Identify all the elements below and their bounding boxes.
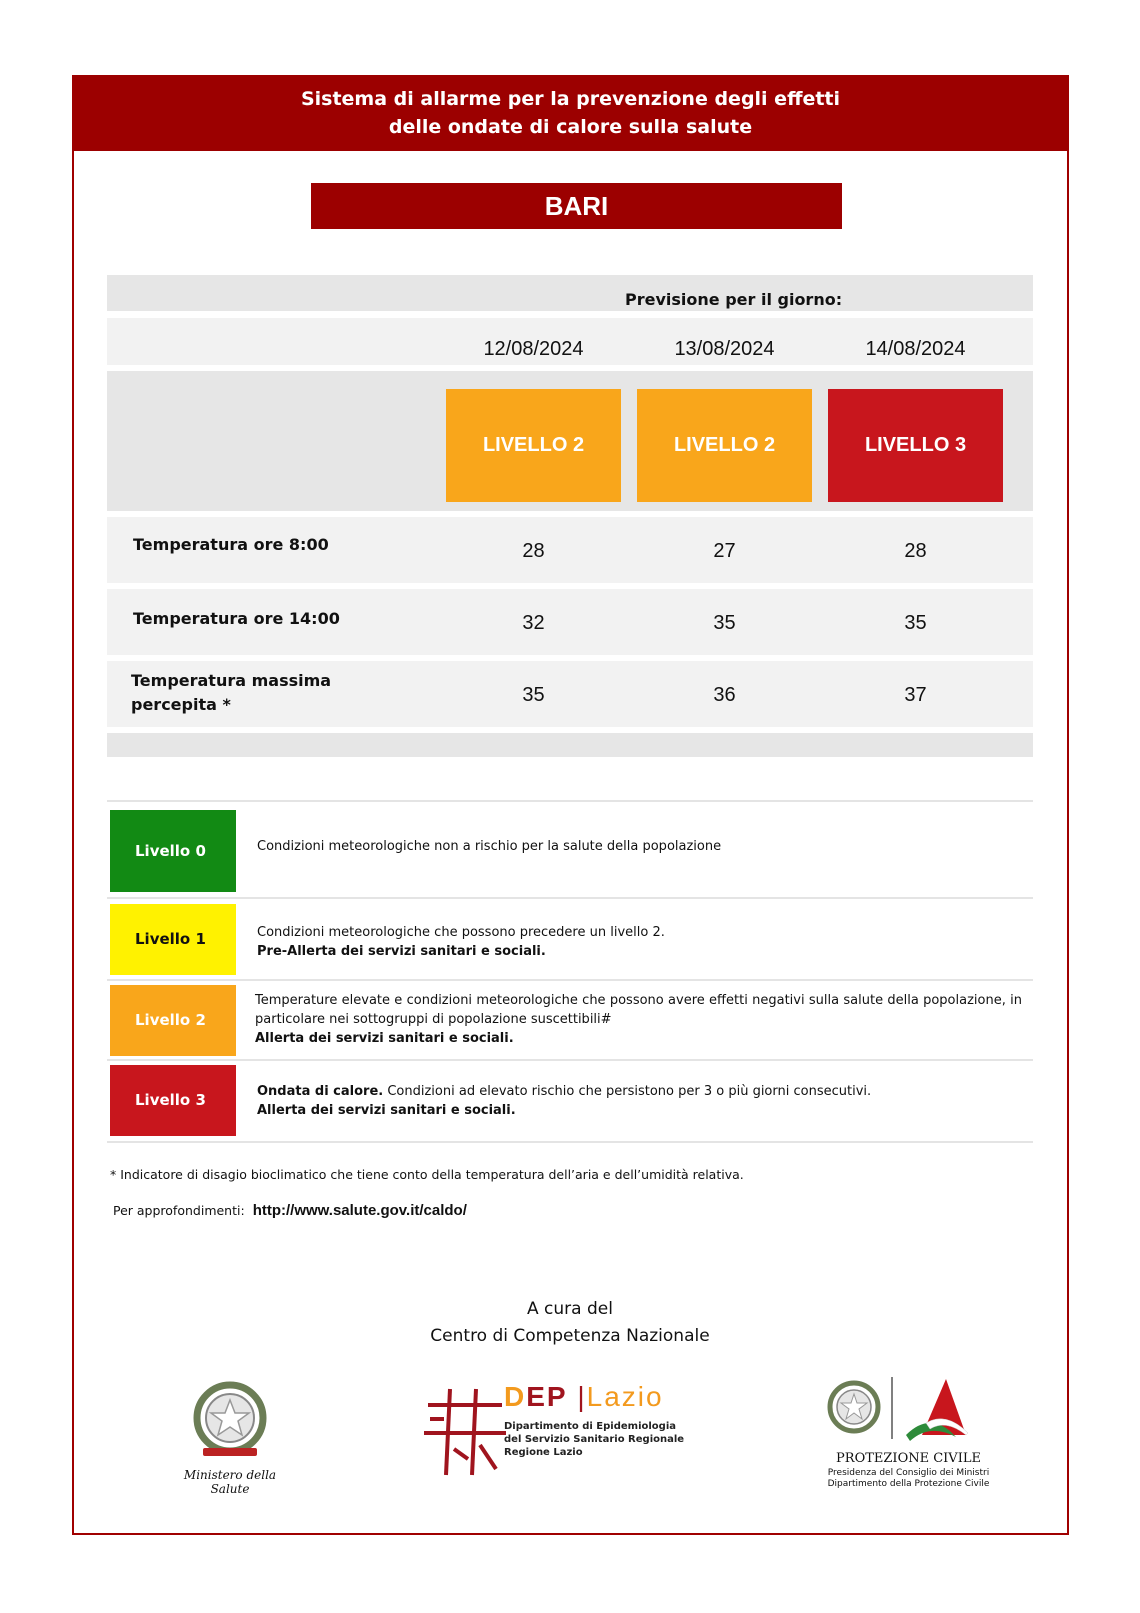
legend-badge: Livello 2	[110, 985, 236, 1056]
forecast-level-badge: LIVELLO 2	[446, 389, 621, 502]
curated-by	[0, 1296, 1140, 1350]
dep-line: Dipartimento di Epidemiologia	[504, 1421, 677, 1432]
legend-badge: Livello 0	[110, 810, 236, 892]
ministero-label: Ministero della Salute	[183, 1468, 277, 1496]
temperature-value: 35	[522, 684, 545, 706]
legend-badge: Livello 1	[110, 904, 236, 975]
curated-line2: Centro di Competenza Nazionale	[430, 1326, 710, 1346]
legend-divider	[107, 800, 1033, 802]
pc-line: Presidenza del Consiglio dei Ministri	[827, 1468, 990, 1478]
dep-brand: DEP |Lazio	[504, 1381, 664, 1412]
row-label: Temperatura ore 8:00	[133, 535, 329, 554]
page-header	[72, 75, 1069, 151]
forecast-date: 13/08/2024	[674, 338, 775, 360]
legend-description	[255, 991, 1022, 1048]
forecast-date: 12/08/2024	[483, 338, 584, 360]
legend-bold-text: Pre-Allerta dei servizi sanitari e sociali.	[257, 944, 546, 959]
temperature-value: 35	[904, 612, 927, 634]
temperature-value: 35	[713, 612, 736, 634]
protezione-civile-title: PROTEZIONE CIVILE	[836, 1451, 981, 1466]
protezione-civile-subtitle	[826, 1468, 991, 1490]
legend-divider	[107, 1141, 1033, 1143]
forecast-level-badge: LIVELLO 2	[637, 389, 812, 502]
legend-text: Condizioni ad elevato rischio che persistono per 3 o più giorni consecutivi.	[383, 1084, 872, 1099]
forecast-date: 14/08/2024	[865, 338, 966, 360]
dep-line: del Servizio Sanitario Regionale	[504, 1434, 685, 1445]
ministero-salute-logo	[165, 1380, 295, 1496]
table-footer-band	[107, 733, 1033, 757]
more-info	[113, 1202, 467, 1219]
dep-mark-icon	[420, 1385, 510, 1480]
row-label-line: Temperatura massima	[131, 671, 332, 690]
curated-line1: A cura del	[527, 1299, 613, 1319]
footnote: * Indicatore di disagio bioclimatico che tiene conto della temperatura dell’aria e dell’umidità relativa.	[110, 1167, 744, 1182]
row-label: Temperatura ore 14:00	[133, 609, 340, 628]
legend-description	[257, 1082, 1017, 1120]
dep-line: Regione Lazio	[504, 1447, 583, 1458]
temperature-value: 32	[522, 612, 545, 634]
legend-text: Temperature elevate e condizioni meteorologiche che possono avere effetti negativi sulla salute della popolazione, in particolare nei sottogruppi di popolazione suscettibili#	[255, 993, 1022, 1027]
dep-lazio-logo	[420, 1381, 710, 1480]
forecast-level-badge: LIVELLO 3	[828, 389, 1003, 502]
more-info-link[interactable]: http://www.salute.gov.it/caldo/	[252, 1202, 467, 1219]
legend-text: Condizioni meteorologiche non a rischio per la salute della popolazione	[257, 839, 722, 854]
legend-bold-text: Allerta dei servizi sanitari e sociali.	[255, 1031, 514, 1046]
legend-text: Condizioni meteorologiche che possono precedere un livello 2.	[257, 925, 665, 940]
dep-brand-letter: D	[504, 1381, 527, 1412]
legend-divider	[107, 1059, 1033, 1061]
temperature-value: 27	[713, 540, 736, 562]
protezione-civile-logo	[826, 1375, 991, 1490]
dep-brand-region: Lazio	[586, 1381, 664, 1412]
emblem-icon	[165, 1380, 295, 1465]
temperature-value: 36	[713, 684, 736, 706]
header-title-line2: delle ondate di calore sulla salute	[388, 116, 753, 138]
legend-description	[257, 923, 1017, 961]
more-info-label: Per approfondimenti:	[113, 1203, 245, 1218]
legend-divider	[107, 979, 1033, 981]
city-title: BARI	[311, 183, 842, 229]
row-label-line: percepita *	[131, 695, 231, 714]
pc-line: Dipartimento della Protezione Civile	[827, 1479, 990, 1489]
legend-badge: Livello 3	[110, 1065, 236, 1136]
dep-subtitle	[504, 1420, 684, 1459]
dep-brand-letters: EP	[526, 1381, 568, 1412]
header-title-line1: Sistema di allarme per la prevenzione degli effetti	[300, 88, 841, 110]
legend-bold-text: Ondata di calore.	[257, 1084, 384, 1099]
forecast-label: Previsione per il giorno:	[625, 290, 843, 309]
temperature-value: 37	[904, 684, 927, 706]
legend-description	[257, 837, 1017, 856]
temperature-value: 28	[522, 540, 545, 562]
forecast-label-band	[107, 275, 1033, 311]
protezione-civile-emblem-icon	[826, 1375, 986, 1447]
temperature-value: 28	[904, 540, 927, 562]
legend-divider	[107, 897, 1033, 899]
row-label	[131, 669, 331, 717]
legend-bold-text: Allerta dei servizi sanitari e sociali.	[257, 1103, 516, 1118]
